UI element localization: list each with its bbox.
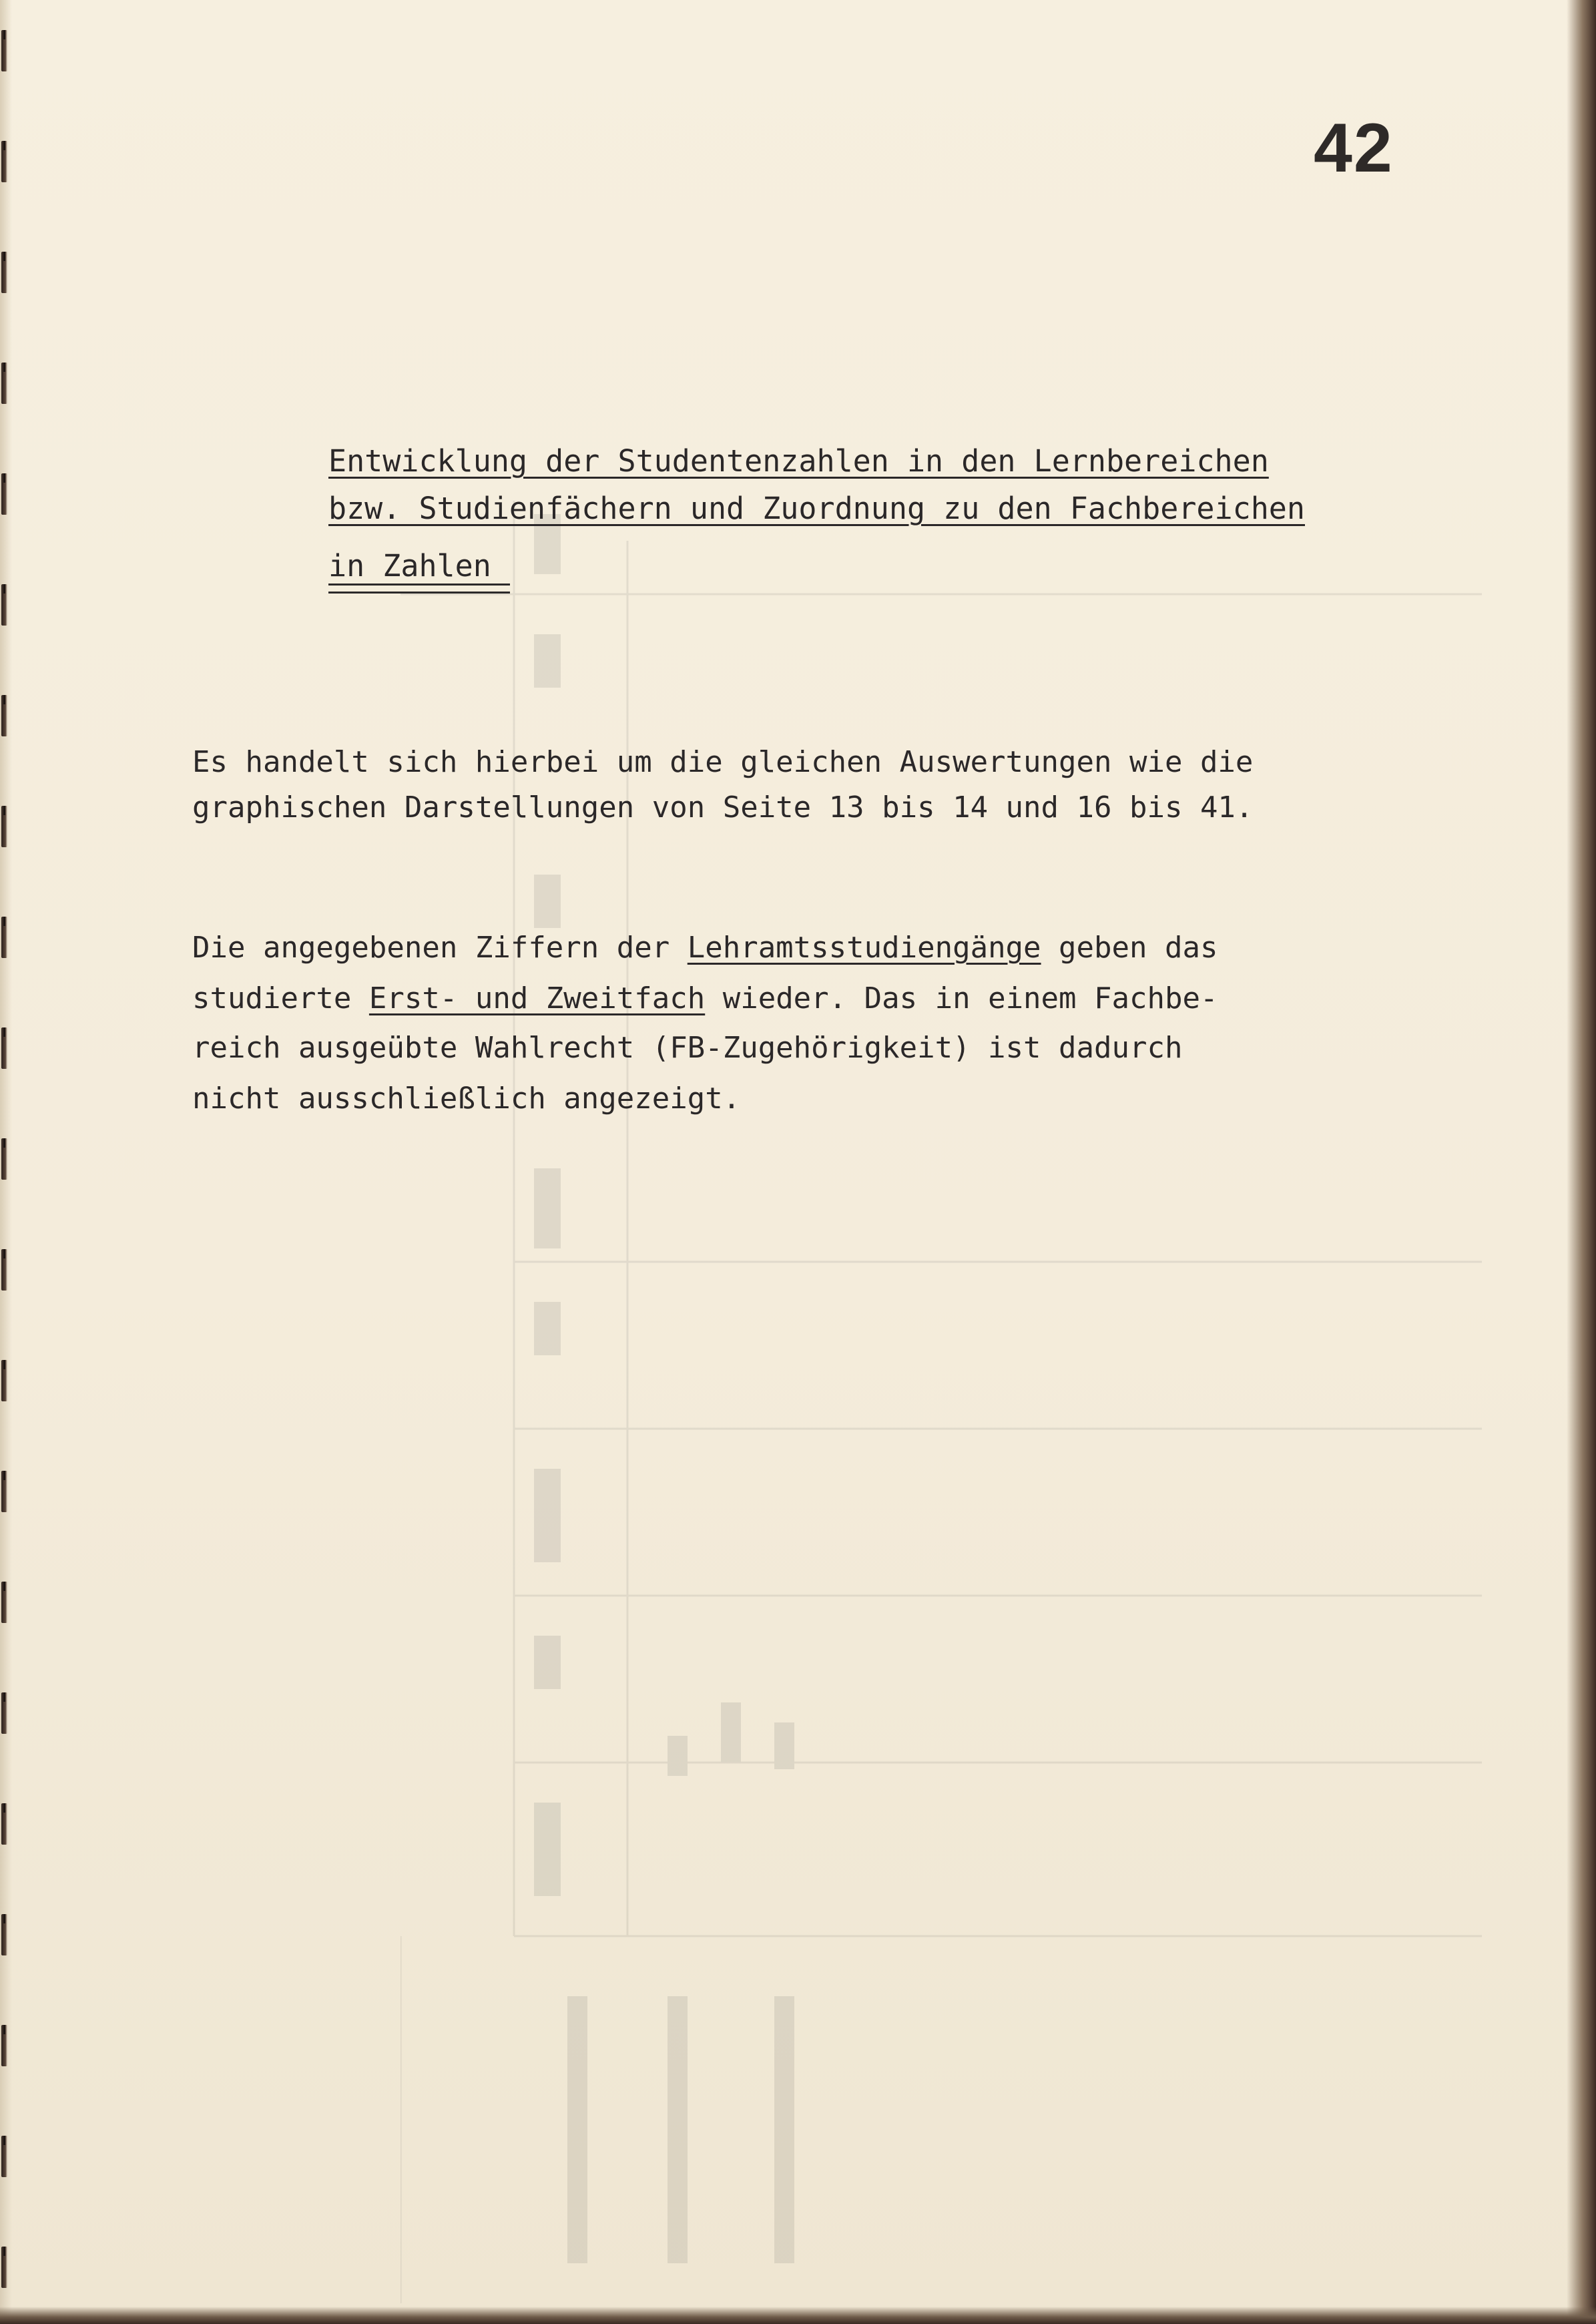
right-scan-edge [1567, 0, 1596, 2324]
term-lehramtsstudiengaenge: Lehramtsstudiengänge [687, 931, 1041, 965]
bottom-scan-edge [0, 2307, 1596, 2324]
spiral-binding [0, 0, 15, 2324]
note-text: wieder. Das in einem Fachbe- [705, 981, 1218, 1015]
binding-hole [1, 363, 7, 404]
paragraph-note-line-4: nicht ausschließlich angezeigt. [192, 1082, 741, 1116]
paragraph-intro-line-1: Es handelt sich hierbei um die gleichen Auswertungen wie die [192, 745, 1254, 779]
paragraph-intro-line-2: graphischen Darstellungen von Seite 13 bis 14 und 16 bis 41. [192, 790, 1254, 825]
binding-hole [1, 1914, 7, 1955]
term-erst-zweitfach: Erst- und Zweitfach [368, 981, 706, 1015]
title-line-3: in Zahlen [328, 548, 491, 584]
binding-hole [1, 1582, 7, 1623]
binding-hole [1, 1803, 7, 1845]
binding-hole [1, 1027, 7, 1069]
paragraph-note-line-2 [192, 981, 1218, 1015]
title-line-1: Entwicklung der Studentenzahlen in den Lernbereichen [328, 443, 1269, 479]
binding-hole [1, 806, 7, 847]
paragraph-note-line-1 [192, 933, 1218, 963]
binding-hole [1, 695, 7, 736]
binding-hole [1, 917, 7, 958]
binding-hole [1, 2136, 7, 2177]
paragraph-note-line-3: reich ausgeübte Wahlrecht (FB-Zugehörigkeit) ist dadurch [192, 1031, 1183, 1065]
binding-hole [1, 1249, 7, 1291]
title-double-underline [328, 584, 510, 594]
note-text: Die angegebenen Ziffern der [192, 931, 688, 965]
binding-hole [1, 252, 7, 293]
binding-hole [1, 141, 7, 182]
binding-hole [1, 2247, 7, 2288]
binding-hole [1, 584, 7, 626]
binding-hole [1, 2025, 7, 2066]
binding-hole [1, 1138, 7, 1180]
note-text: studierte [192, 981, 369, 1015]
note-text: geben das [1041, 931, 1218, 965]
binding-hole [1, 1692, 7, 1734]
title-line-2: bzw. Studienfächern und Zuordnung zu den Fachbereichen [328, 491, 1305, 526]
binding-hole [1, 30, 7, 71]
binding-hole [1, 1471, 7, 1512]
binding-hole [1, 473, 7, 515]
binding-hole [1, 1360, 7, 1401]
page-number: 42 [1314, 109, 1394, 187]
